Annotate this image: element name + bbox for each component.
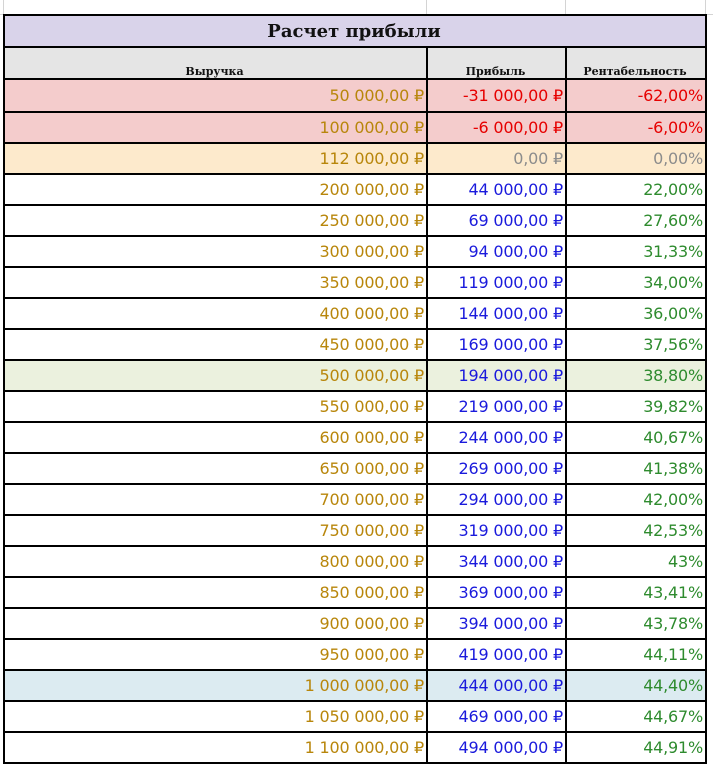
table-row — [4, 515, 706, 546]
profit-cell[interactable]: 269 000,00 ₽ — [427, 453, 566, 484]
table-row — [4, 422, 706, 453]
revenue-cell[interactable]: 300 000,00 ₽ — [4, 236, 427, 267]
margin-cell[interactable]: 0,00% — [566, 143, 706, 174]
margin-cell[interactable]: 41,38% — [566, 453, 706, 484]
profit-cell[interactable]: 44 000,00 ₽ — [427, 174, 566, 205]
revenue-cell[interactable]: 1 100 000,00 ₽ — [4, 732, 427, 763]
table-row — [4, 577, 706, 608]
margin-cell[interactable]: 42,53% — [566, 515, 706, 546]
revenue-cell[interactable]: 1 000 000,00 ₽ — [4, 670, 427, 701]
revenue-cell[interactable]: 400 000,00 ₽ — [4, 298, 427, 329]
revenue-cell[interactable]: 200 000,00 ₽ — [4, 174, 427, 205]
profit-cell[interactable]: 94 000,00 ₽ — [427, 236, 566, 267]
margin-cell[interactable]: 38,80% — [566, 360, 706, 391]
profit-table — [3, 14, 707, 764]
revenue-cell[interactable]: 350 000,00 ₽ — [4, 267, 427, 298]
table-row — [4, 267, 706, 298]
margin-cell[interactable]: 44,91% — [566, 732, 706, 763]
table-row — [4, 143, 706, 174]
table-row — [4, 639, 706, 670]
margin-cell[interactable]: 27,60% — [566, 205, 706, 236]
margin-cell[interactable]: -62,00% — [566, 79, 706, 112]
revenue-cell[interactable]: 600 000,00 ₽ — [4, 422, 427, 453]
profit-cell[interactable]: 0,00 ₽ — [427, 143, 566, 174]
margin-cell[interactable]: 34,00% — [566, 267, 706, 298]
table-row — [4, 670, 706, 701]
revenue-cell[interactable]: 1 050 000,00 ₽ — [4, 701, 427, 732]
table-row — [4, 298, 706, 329]
table-row — [4, 391, 706, 422]
revenue-cell[interactable]: 950 000,00 ₽ — [4, 639, 427, 670]
profit-cell[interactable]: 419 000,00 ₽ — [427, 639, 566, 670]
profit-cell[interactable]: 194 000,00 ₽ — [427, 360, 566, 391]
margin-cell[interactable]: 43,78% — [566, 608, 706, 639]
header-profit[interactable]: Прибыль — [427, 47, 566, 79]
profit-cell[interactable]: 169 000,00 ₽ — [427, 329, 566, 360]
table-title[interactable]: Расчет прибыли — [4, 15, 706, 47]
table-row — [4, 79, 706, 112]
margin-cell[interactable]: 22,00% — [566, 174, 706, 205]
table-row — [4, 112, 706, 143]
profit-cell[interactable]: 294 000,00 ₽ — [427, 484, 566, 515]
margin-cell[interactable]: 43% — [566, 546, 706, 577]
header-revenue[interactable]: Выручка — [4, 47, 427, 79]
table-row — [4, 236, 706, 267]
table-row — [4, 608, 706, 639]
revenue-cell[interactable]: 850 000,00 ₽ — [4, 577, 427, 608]
table-row — [4, 701, 706, 732]
profit-cell[interactable]: 244 000,00 ₽ — [427, 422, 566, 453]
revenue-cell[interactable]: 900 000,00 ₽ — [4, 608, 427, 639]
profit-cell[interactable]: 494 000,00 ₽ — [427, 732, 566, 763]
table-row — [4, 546, 706, 577]
profit-cell[interactable]: 219 000,00 ₽ — [427, 391, 566, 422]
profit-cell[interactable]: -31 000,00 ₽ — [427, 79, 566, 112]
margin-cell[interactable]: 31,33% — [566, 236, 706, 267]
profit-cell[interactable]: 144 000,00 ₽ — [427, 298, 566, 329]
title-row — [4, 15, 706, 47]
header-margin[interactable]: Рентабельность — [566, 47, 706, 79]
profit-cell[interactable]: 444 000,00 ₽ — [427, 670, 566, 701]
margin-cell[interactable]: -6,00% — [566, 112, 706, 143]
revenue-cell[interactable]: 550 000,00 ₽ — [4, 391, 427, 422]
revenue-cell[interactable]: 700 000,00 ₽ — [4, 484, 427, 515]
revenue-cell[interactable]: 450 000,00 ₽ — [4, 329, 427, 360]
profit-cell[interactable]: 369 000,00 ₽ — [427, 577, 566, 608]
revenue-cell[interactable]: 50 000,00 ₽ — [4, 79, 427, 112]
table-row — [4, 205, 706, 236]
table-row — [4, 174, 706, 205]
margin-cell[interactable]: 43,41% — [566, 577, 706, 608]
margin-cell[interactable]: 44,67% — [566, 701, 706, 732]
revenue-cell[interactable]: 500 000,00 ₽ — [4, 360, 427, 391]
profit-cell[interactable]: 69 000,00 ₽ — [427, 205, 566, 236]
profit-cell[interactable]: 344 000,00 ₽ — [427, 546, 566, 577]
profit-cell[interactable]: 394 000,00 ₽ — [427, 608, 566, 639]
revenue-cell[interactable]: 250 000,00 ₽ — [4, 205, 427, 236]
revenue-cell[interactable]: 750 000,00 ₽ — [4, 515, 427, 546]
table-row — [4, 453, 706, 484]
margin-cell[interactable]: 36,00% — [566, 298, 706, 329]
profit-cell[interactable]: -6 000,00 ₽ — [427, 112, 566, 143]
profit-cell[interactable]: 469 000,00 ₽ — [427, 701, 566, 732]
table-row — [4, 484, 706, 515]
table-row — [4, 329, 706, 360]
margin-cell[interactable]: 44,11% — [566, 639, 706, 670]
revenue-cell[interactable]: 100 000,00 ₽ — [4, 112, 427, 143]
revenue-cell[interactable]: 650 000,00 ₽ — [4, 453, 427, 484]
table-row — [4, 732, 706, 763]
revenue-cell[interactable]: 112 000,00 ₽ — [4, 143, 427, 174]
margin-cell[interactable]: 39,82% — [566, 391, 706, 422]
profit-cell[interactable]: 319 000,00 ₽ — [427, 515, 566, 546]
margin-cell[interactable]: 37,56% — [566, 329, 706, 360]
table-row — [4, 360, 706, 391]
header-row — [4, 47, 706, 79]
margin-cell[interactable]: 42,00% — [566, 484, 706, 515]
margin-cell[interactable]: 44,40% — [566, 670, 706, 701]
gridlines-top — [0, 0, 713, 15]
table-body — [4, 79, 706, 763]
revenue-cell[interactable]: 800 000,00 ₽ — [4, 546, 427, 577]
profit-cell[interactable]: 119 000,00 ₽ — [427, 267, 566, 298]
margin-cell[interactable]: 40,67% — [566, 422, 706, 453]
